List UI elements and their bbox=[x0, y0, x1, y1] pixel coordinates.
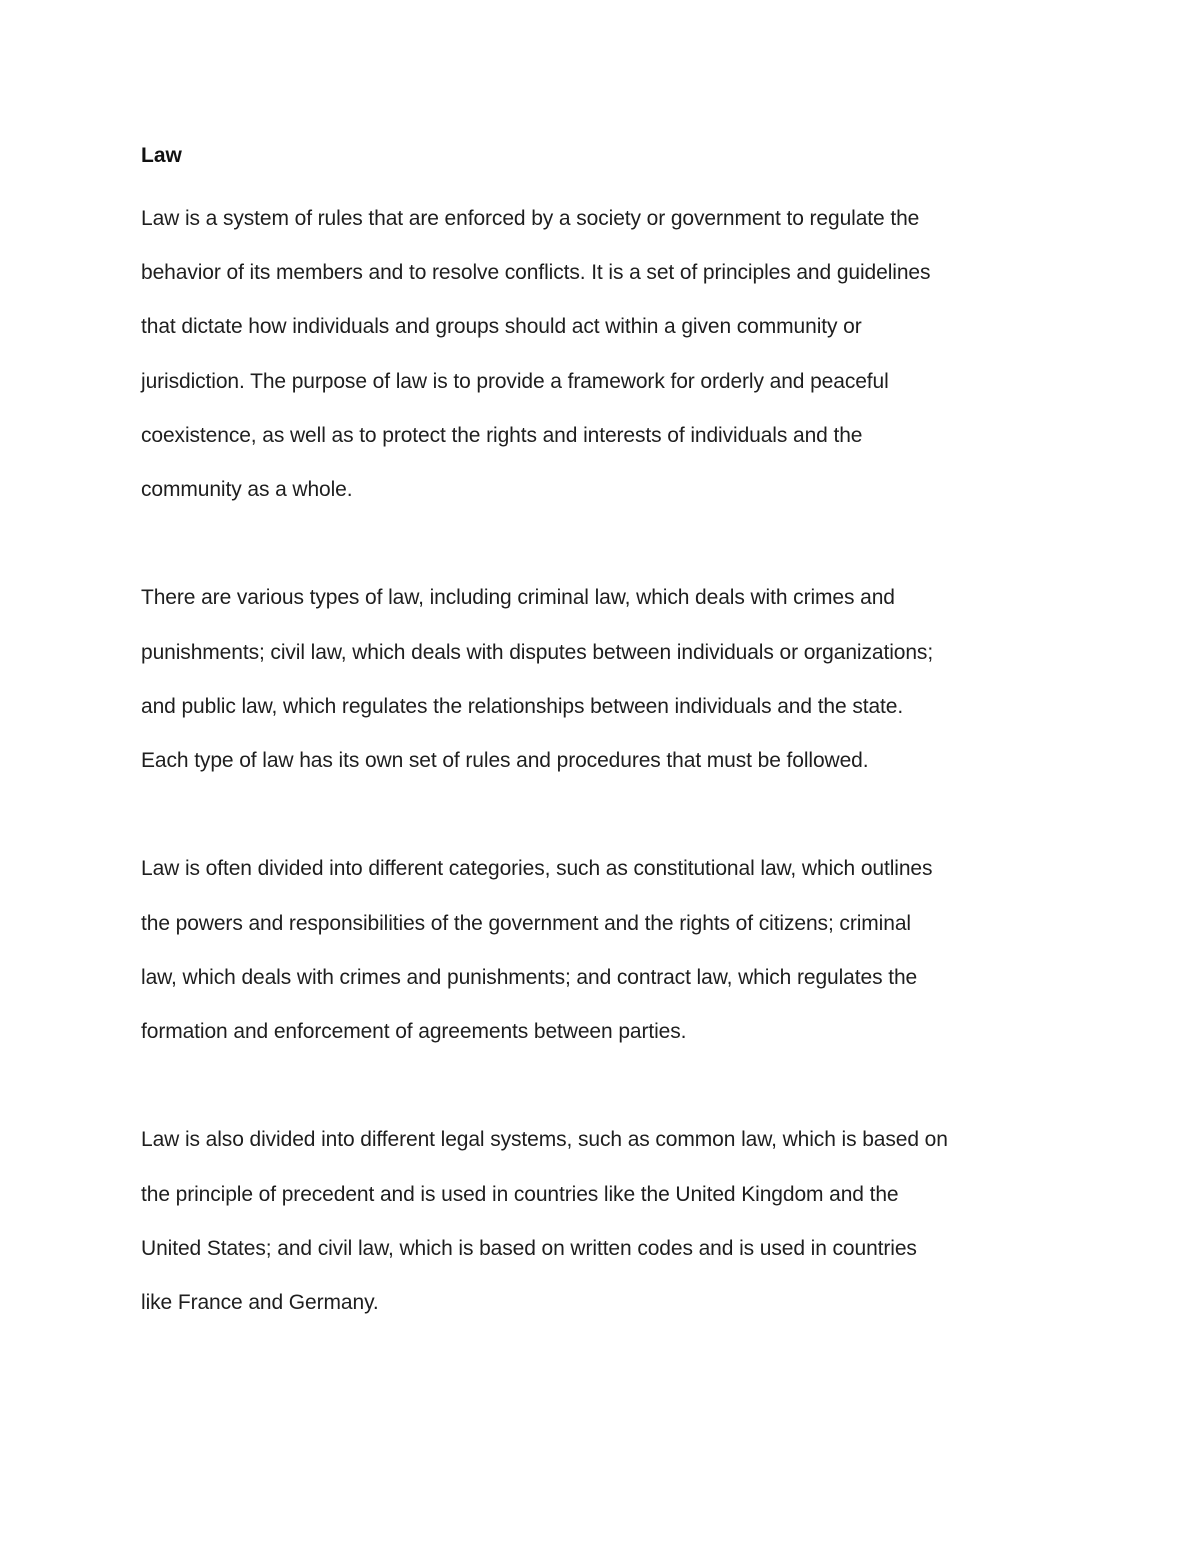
text-line: punishments; civil law, which deals with disputes between individuals or organizations; bbox=[141, 640, 934, 664]
paragraph-gap bbox=[141, 517, 1071, 571]
text-line: Each type of law has its own set of rules and procedures that must be followed. bbox=[141, 749, 869, 773]
paragraph-1 bbox=[141, 192, 1071, 517]
text-line: Law is often divided into different categories, such as constitutional law, which outlines bbox=[141, 857, 933, 881]
text-line: jurisdiction. The purpose of law is to provide a framework for orderly and peaceful bbox=[141, 369, 889, 393]
text-line: formation and enforcement of agreements between parties. bbox=[141, 1020, 687, 1044]
paragraph-2 bbox=[141, 571, 1071, 788]
text-line: coexistence, as well as to protect the rights and interests of individuals and the bbox=[141, 423, 863, 447]
paragraph-3 bbox=[141, 842, 1071, 1059]
text-line: Law is a system of rules that are enforced by a society or government to regulate the bbox=[141, 207, 920, 230]
text-line: that dictate how individuals and groups should act within a given community or bbox=[141, 315, 862, 339]
text-line: United States; and civil law, which is based on written codes and is used in countries bbox=[141, 1236, 917, 1260]
document-title: Law bbox=[141, 144, 182, 167]
paragraph-4 bbox=[141, 1113, 1071, 1330]
document-body bbox=[141, 138, 1071, 1330]
text-line: community as a whole. bbox=[141, 478, 353, 502]
text-line: behavior of its members and to resolve conflicts. It is a set of principles and guidelines bbox=[141, 261, 931, 285]
text-line: the powers and responsibilities of the government and the rights of citizens; criminal bbox=[141, 911, 911, 935]
text-line: the principle of precedent and is used in countries like the United Kingdom and the bbox=[141, 1182, 899, 1206]
paragraph-gap bbox=[141, 1059, 1071, 1113]
paragraph-gap bbox=[141, 788, 1071, 842]
text-line: law, which deals with crimes and punishments; and contract law, which regulates the bbox=[141, 965, 918, 989]
text-line: like France and Germany. bbox=[141, 1291, 379, 1315]
text-line: Law is also divided into different legal systems, such as common law, which is based on bbox=[141, 1128, 948, 1152]
text-line: There are various types of law, including criminal law, which deals with crimes and bbox=[141, 586, 895, 610]
text-line: and public law, which regulates the relationships between individuals and the state. bbox=[141, 694, 904, 718]
